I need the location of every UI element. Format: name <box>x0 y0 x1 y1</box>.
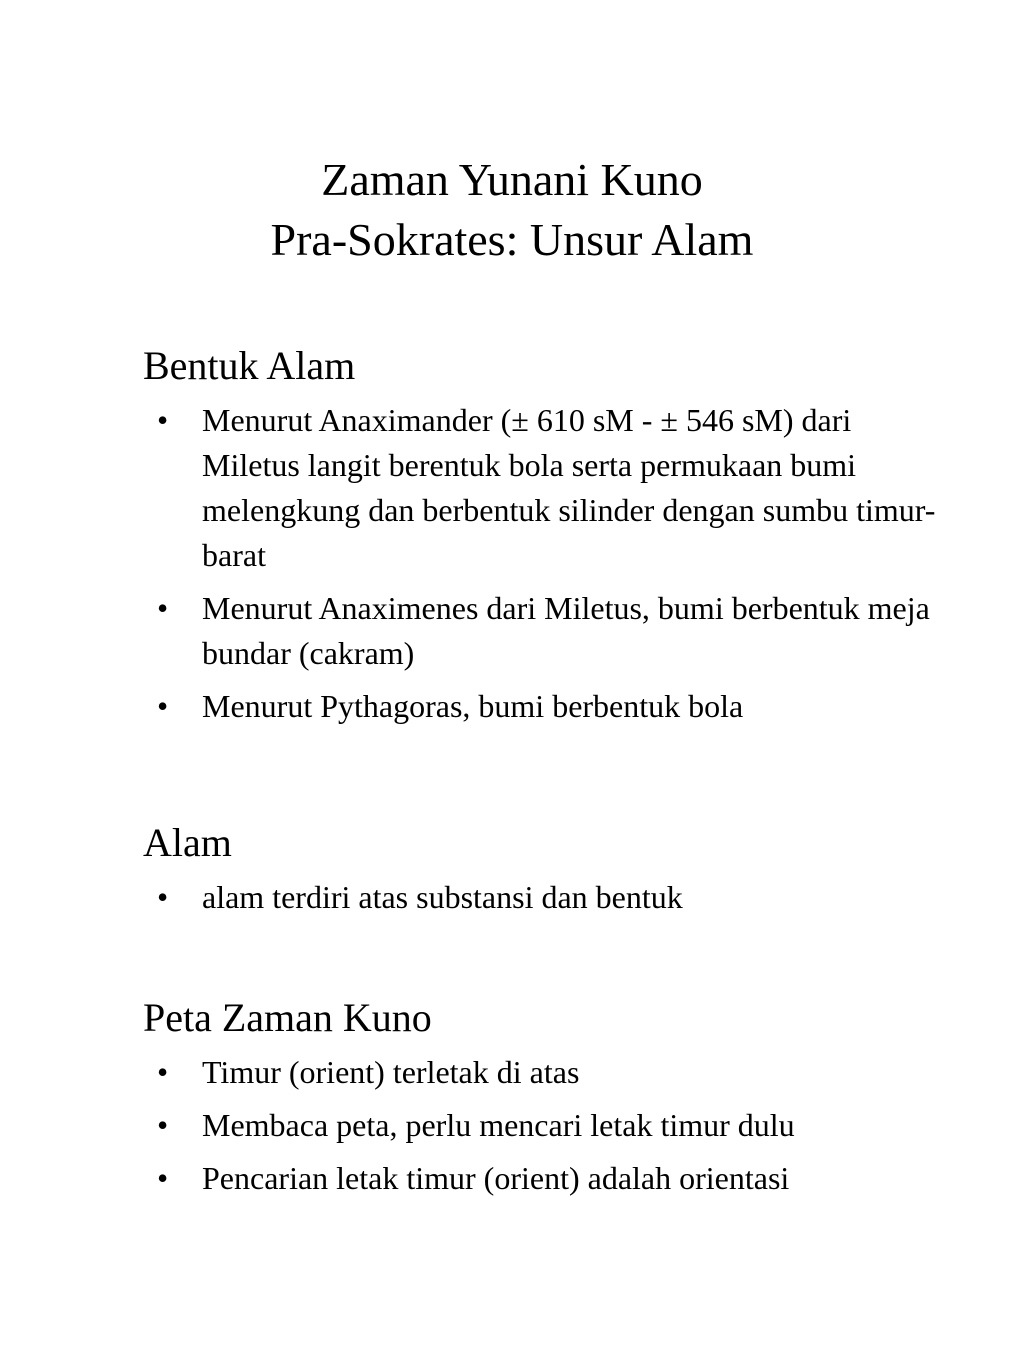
list-item <box>143 875 943 920</box>
bullet-icon: • <box>157 1160 169 1196</box>
slide-title <box>0 150 1024 270</box>
section-bentuk-alam <box>143 342 943 729</box>
bullet-list <box>143 875 943 920</box>
list-item-text: Menurut Anaximander (± 610 sM - ± 546 sM) dari Miletus langit berentuk bola serta permukaan bumi melengkung dan berbentuk silinder dengan sumbu timur-barat <box>202 402 936 573</box>
list-item-text: Membaca peta, perlu mencari letak timur dulu <box>202 1107 795 1143</box>
list-item <box>143 398 943 578</box>
bullet-icon: • <box>157 402 169 438</box>
list-item-text: Menurut Anaximenes dari Miletus, bumi berbentuk meja bundar (cakram) <box>202 590 930 671</box>
bullet-icon: • <box>157 688 169 724</box>
section-heading: Bentuk Alam <box>143 343 356 388</box>
list-item-text: alam terdiri atas substansi dan bentuk <box>202 879 683 915</box>
section-peta-zaman-kuno <box>143 994 943 1201</box>
list-item-text: Menurut Pythagoras, bumi berbentuk bola <box>202 688 744 724</box>
bullet-list <box>143 1050 943 1201</box>
list-item-text: Timur (orient) terletak di atas <box>202 1054 580 1090</box>
bullet-icon: • <box>157 879 169 915</box>
bullet-icon: • <box>157 1107 169 1143</box>
section-heading: Alam <box>143 820 232 865</box>
list-item <box>143 1156 943 1201</box>
bullet-icon: • <box>157 590 169 626</box>
list-item <box>143 684 943 729</box>
title-line-1: Zaman Yunani Kuno <box>321 154 703 205</box>
section-alam <box>143 819 943 920</box>
list-item <box>143 1050 943 1095</box>
bullet-list <box>143 398 943 729</box>
section-heading: Peta Zaman Kuno <box>143 995 432 1040</box>
title-line-2: Pra-Sokrates: Unsur Alam <box>270 214 754 265</box>
list-item <box>143 1103 943 1148</box>
list-item <box>143 586 943 676</box>
bullet-icon: • <box>157 1054 169 1090</box>
list-item-text: Pencarian letak timur (orient) adalah orientasi <box>202 1160 790 1196</box>
